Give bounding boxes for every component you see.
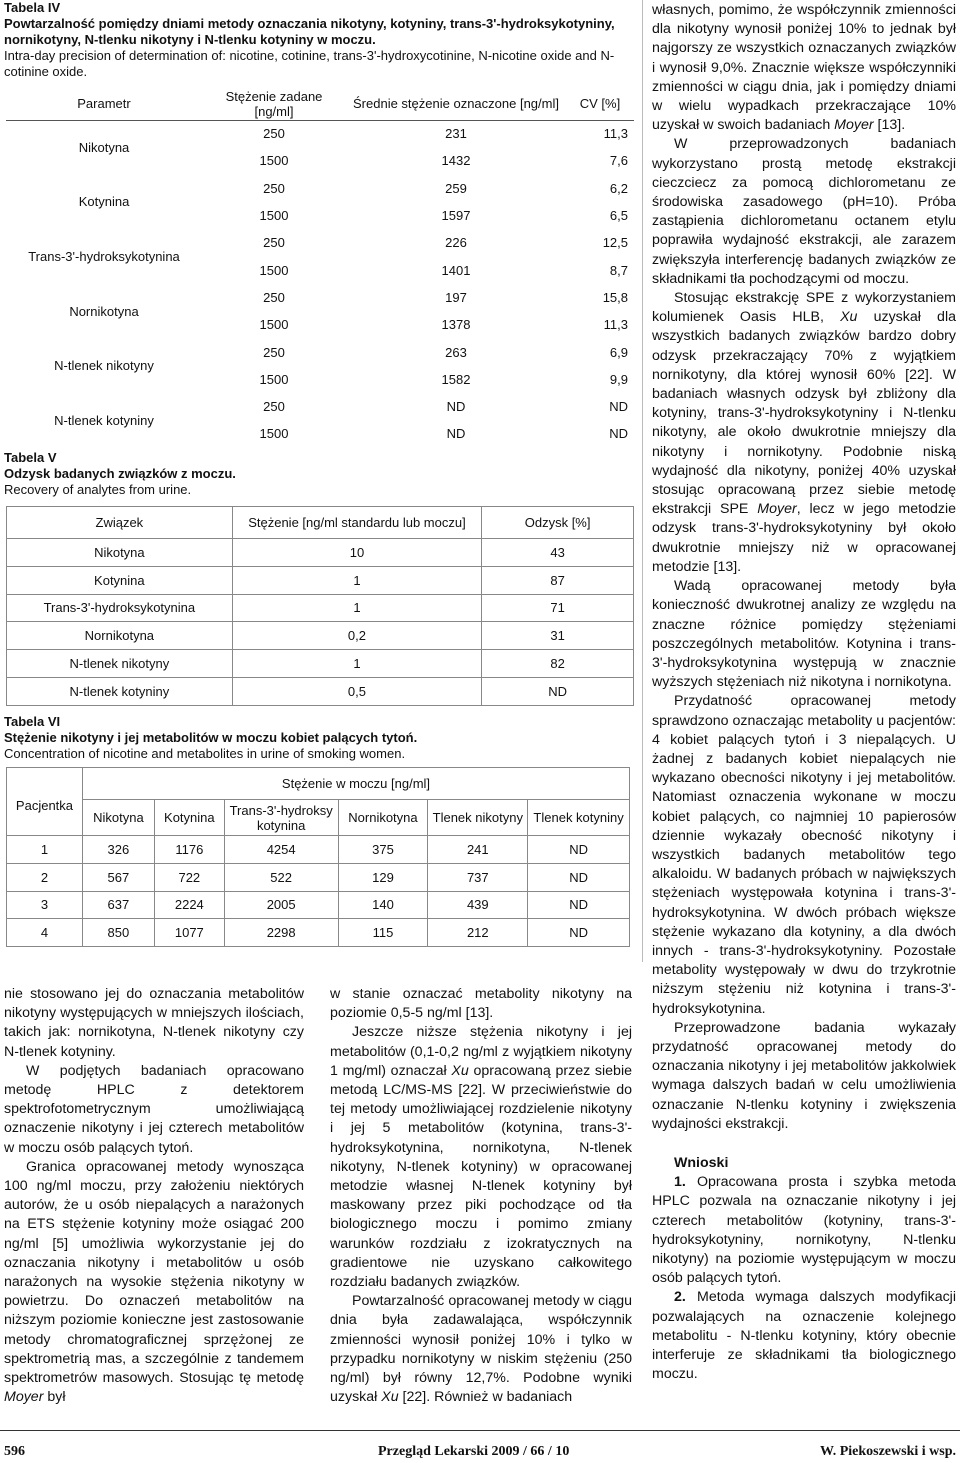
left-paragraph-1: nie stosowano jej do oznaczania metabolitów nikotyny występujących w mniejszych ilościach, takich jak: nornikotyna, N-tlenek nikotyny czy N-tlenek kotyniny. (4, 986, 304, 1060)
table5-cell: Nornikotyna (7, 622, 233, 650)
conclusion-1: 1. Opracowana prosta i szybka metoda HPLC pozwala na oznaczanie nikotyny i jej czterech metabolitów (kotyniny, trans-3'-hydroksykotyniny, nornikotyny, N-tlenku nikotyny) na poziomie występującym w moczu osób palących tytoń. (652, 1174, 956, 1287)
table4-param-name: N-tlenek nikotyny (54, 358, 154, 374)
table4-cell: 1500 (259, 371, 289, 387)
table4-cell: 6,9 (609, 344, 628, 360)
journal-name: Przegląd Lekarski 2009 / 66 / 10 (378, 1444, 570, 1459)
table6-cell: 4254 (224, 836, 338, 864)
table6-title: Tabela VI (4, 714, 61, 729)
conclusions-heading: Wnioski (674, 1154, 729, 1171)
table6-title-en: Concentration of nicotine and metabolites in urine of smoking women. (4, 746, 406, 761)
text-column-right (652, 1, 956, 1384)
right-paragraph-5: Przydatność opracowanej metody sprawdzono oznaczając metabolity u pacjentów: 4 kobiet palących tytoń i 3 niepalących. U żadnej z badanych kobiet niepalących nie wykazano obecności nikotyny i jej metabolitów. Natomiast oznaczenia wykonane w moczu kobiet palących, co najmniej 10 papierosów dziennie wykazały obecność nikotyny i wszystkich badanych metabolitów tego alkaloidu. W badanych próbach w największych stężeniach występowała kotynina i trans-3'-hydroksykotynina. W dwóch próbach większe stężenie wykazano dla kotyniny, a dla dwóch innych - trans-3'-hydroksykotyniny. Pozostałe metabolity występowały w dwu do trzykrotnie niższym stężeniu niż kotynina i trans-3'-hydroksykotynina. (652, 693, 956, 1017)
table5-row (7, 539, 634, 567)
table6-cell: 375 (338, 836, 428, 864)
table4-cell: 250 (263, 180, 285, 196)
conclusion-2: 2. Metoda wymaga dalszych modyfikacji pozwalających na oznaczenie kolejnego metabolitu - N-tlenku kotyniny, który obecnie interferuje ze składnikami tła biologicznego moczu. (652, 1289, 956, 1383)
table5-cell: N-tlenek nikotyny (7, 650, 233, 678)
table4-cell: 259 (445, 180, 467, 196)
table5-cell: 31 (482, 622, 634, 650)
right-paragraph-3: Stosując ekstrakcję SPE z wykorzystaniem kolumienek Oasis HLB, Xu uzyskał dla wszystkich badanych związków bardzo dobry odzysk przekraczający 70% z wyjątkiem nornikotyny, dla której wynosił 60% [22]. W badaniach własnych odzysk był zbliżony dla kotyniny, trans-3'-hydroksykotyniny i N-tlenku nikotyny, ale około dwukrotnie mniejszy dla nikotyny i nornikotyny. Podobnie niską wydajność dla nikotyny, poniżej 40% uzyskał stosując opracowaną przez siebie metodę ekstrakcji SPE Moyer, lecz w jego metodzie odzysk trans-3'-hydroksykotyniny był około dwukrotnie mniejszy niż w opracowanej metodzie [13]. (652, 290, 956, 575)
table6-cell: 129 (338, 863, 428, 891)
table4-title-pl: Powtarzalność pomiędzy dniami metody oznaczania nikotyny, kotyniny, trans-3'-hydroksykotyniny, nornikotyny, N-tlenku nikotyny i N-tlenku kotyniny w moczu. (4, 16, 615, 47)
table6-cell: 4 (7, 919, 83, 947)
table5-header-recovery: Odzysk [%] (482, 507, 634, 539)
table6 (6, 767, 630, 947)
table5-row (7, 622, 634, 650)
table5-cell: ND (482, 677, 634, 705)
table6-header-nornicotine: Nornikotyna (338, 800, 428, 836)
table6-cell: ND (528, 863, 630, 891)
table5-title: Tabela V (4, 450, 57, 465)
table4-cell: 1582 (441, 371, 471, 387)
table6-cell: 3 (7, 891, 83, 919)
table4-cell: 8,7 (609, 262, 628, 278)
table4-row (6, 338, 634, 365)
table5-cell: 43 (482, 539, 634, 567)
table4-cell: 231 (445, 126, 467, 142)
table5-cell: 87 (482, 566, 634, 594)
table4-cell: 11,3 (603, 317, 628, 333)
middle-paragraph-2: Jeszcze niższe stężenia nikotyny i jej metabolitów (0,1-0,2 ng/ml z wyjątkiem nikotyny 1 mg/ml) oznaczał Xu opracowaną przez siebie metodą LC/MS-MS [22]. W przeciwieństwie do tej metody umożliwiającej rozdzielenie nikotyny i jej 5 metabolitów (kotynina, trans-3'-hydroksykotynina, nornikotyna, N-tlenek nikotyny, N-tlenek kotyniny) w opracowanej metodzie własnej N-tlenek kotyniny był maskowany przez piki pochodzące od tła biologicznego moczu i pomimo zmiany warunków rozdziału z izokratycznych na gradientowe nie uzyskano całkowitego rozdziału badanych związków. (330, 1024, 632, 1291)
left-paragraph-2: W podjętych badaniach opracowano metodę HPLC z detektorem spektrofotometrycznym umożliwiającą oznaczenie nikotyny i jej czterech metabolitów w moczu osób palących tytoń. (4, 1062, 304, 1156)
table4-cell: 1401 (441, 262, 471, 278)
table4-cell: 226 (445, 235, 467, 251)
table4-cell: 250 (263, 344, 285, 360)
column-divider (642, 0, 643, 962)
table6-cell: ND (528, 891, 630, 919)
table4-header-mean: Średnie stężenie oznaczone [ng/ml] (346, 88, 566, 120)
table4-row (6, 393, 634, 420)
table5-title-pl: Odzysk badanych związków z moczu. (4, 466, 236, 481)
table4-param-name: Trans-3'-hydroksykotynina (28, 248, 180, 264)
table5-cell: N-tlenek kotyniny (7, 677, 233, 705)
footer-authors: W. Piekoszewski i wsp. (819, 1444, 956, 1459)
table5 (6, 506, 634, 706)
table6-header-group: Stężenie w moczu [ng/ml] (82, 768, 629, 800)
table4-row (6, 175, 634, 202)
page-number: 596 (4, 1444, 25, 1459)
right-paragraph-1: własnych, pomimo, że współczynnik zmienności dla nikotyny wynosił poniżej 10% to jednak był najgorszy ze wszystkich oznaczanych związków i wynosił 9,0%. Znacznie większe współczynniki zmienności w ciągu dnia, jak i pomiędzy dniami w wielu wypadkach przekraczające 10% uzyskał w swoich badaniach Moyer [13]. (652, 2, 956, 134)
table6-header-nicotine-oxide: Tlenek nikotyny (428, 800, 528, 836)
table4-cell: 250 (263, 126, 285, 142)
table6-cell: 737 (428, 863, 528, 891)
right-paragraph-2: W przeprowadzonych badaniach wykorzystano prostą metodę ekstrakcji cieczciecz za pomocą dichlorometanu ze środowiska zasadowego (pH=10). Próba zastąpienia dichlorometanu octanem etylu poprawiła wydajność ekstrakcji, ale zarazem zwiększyła interferencję badanych związków ze składnikami tła pochodzącymi od moczu. (652, 136, 956, 287)
table6-row (7, 863, 630, 891)
table6-title-pl: Stężenie nikotyny i jej metabolitów w moczu kobiet palących tytoń. (4, 730, 418, 745)
table6-header-trans: Trans-3'-hydroksy kotynina (224, 800, 338, 836)
table6-cell: 115 (338, 919, 428, 947)
table6-row (7, 836, 630, 864)
table6-cell: 850 (82, 919, 154, 947)
table6-row (7, 919, 630, 947)
table4-param-name: Nikotyna (78, 139, 130, 155)
table4-header-given: Stężenie zadane [ng/ml] (202, 88, 346, 120)
table6-cell: 1077 (154, 919, 224, 947)
table4-param-name: Nornikotyna (69, 303, 139, 319)
table6-cell: 212 (428, 919, 528, 947)
table6-cell: 241 (428, 836, 528, 864)
table5-cell: 1 (232, 566, 482, 594)
table6-caption (4, 714, 624, 762)
table4-header-cv: CV [%] (566, 88, 634, 120)
table6-cell: 1 (7, 836, 83, 864)
table5-cell: 0,2 (232, 622, 482, 650)
table5-cell: 1 (232, 594, 482, 622)
table6-cell: 567 (82, 863, 154, 891)
table6-header-nicotine: Nikotyna (82, 800, 154, 836)
footer-rule (0, 1430, 960, 1431)
table4-row (6, 120, 634, 147)
right-paragraph-6: Przeprowadzone badania wykazały przydatność opracowanej metody do oznaczania nikotyny i jej metabolitów jakkolwiek wymaga dalszych badań w celu umożliwienia oznaczanie N-tlenku kotyniny i zwiększenia wydajności ekstrakcji. (652, 1019, 956, 1132)
table6-header-patient: Pacjentka (7, 768, 83, 836)
table6-cell: 1176 (154, 836, 224, 864)
table4-cell: 1500 (259, 208, 289, 224)
table4-cell: 1500 (259, 153, 289, 169)
table6-cell: 140 (338, 891, 428, 919)
table4-cell: ND (609, 399, 628, 415)
table4-header-param: Parametr (6, 88, 202, 120)
table5-header-conc: Stężenie [ng/ml standardu lub moczu] (232, 507, 482, 539)
table4-title-en: Intra-day precision of determination of: nicotine, cotinine, trans-3'-hydroxycotinine, N-nicotine oxide and N-cotinine oxide. (4, 48, 615, 79)
table6-header-cotinine: Kotynina (154, 800, 224, 836)
table4-cell: 15,8 (602, 289, 628, 305)
table4-cell: 1432 (441, 153, 471, 169)
table4-row (6, 229, 634, 256)
table4-title: Tabela IV (4, 0, 61, 15)
table5-row (7, 594, 634, 622)
table4-cell: 197 (445, 289, 467, 305)
table4-cell: 11,3 (603, 126, 628, 142)
table5-row (7, 650, 634, 678)
table4-param-name: Kotynina (78, 194, 130, 210)
table6-cell: ND (528, 919, 630, 947)
table4-cell: 1500 (259, 426, 289, 442)
table6-cell: 722 (154, 863, 224, 891)
table6-cell: 522 (224, 863, 338, 891)
text-column-middle (330, 985, 632, 1407)
table6-cell: 2224 (154, 891, 224, 919)
table4-cell: ND (609, 426, 628, 442)
table4-caption (4, 0, 646, 80)
table4-cell: ND (446, 399, 466, 415)
table5-row (7, 677, 634, 705)
table4 (6, 88, 634, 121)
table4-cell: 9,9 (609, 371, 628, 387)
table5-cell: 0,5 (232, 677, 482, 705)
table6-cell: 439 (428, 891, 528, 919)
table6-header-cotinine-oxide: Tlenek kotyniny (528, 800, 630, 836)
table4-cell: 7,6 (609, 153, 628, 169)
table5-cell: 10 (232, 539, 482, 567)
table4-cell: 1500 (259, 317, 289, 333)
table5-cell: Kotynina (7, 566, 233, 594)
left-paragraph-3: Granica opracowanej metody wynosząca 100 ng/ml moczu, przy założeniu niektórych autorów, że u osób niepalących a narażonych na ETS stężenie kotyniny może osiągać 200 ng/ml [5] umożliwia wykorzystanie jej do oznaczania nikotyny i metabolitów u osób narażonych na wysokie stężenia nikotyny w powietrzu. Do oznaczeń metabolitów na niższym poziomie konieczne jest zastosowanie metody chromatograficznej sprzężonej ze spektrometrią mas, a szczególnie z tandemem spektrometrów masowych. Stosując tę metodę Moyer był (4, 1158, 304, 1406)
table5-header-compound: Związek (7, 507, 233, 539)
table4-cell: 263 (445, 344, 467, 360)
table4-cell: 250 (263, 289, 285, 305)
table4-cell: 1378 (441, 317, 471, 333)
table4-cell: 250 (263, 235, 285, 251)
table5-cell: Trans-3'-hydroksykotynina (7, 594, 233, 622)
table4-cell: 6,2 (609, 180, 628, 196)
table4-cell: 250 (263, 399, 285, 415)
table6-cell: 2298 (224, 919, 338, 947)
table4-cell: ND (446, 426, 466, 442)
table6-cell: 326 (82, 836, 154, 864)
table5-cell: 1 (232, 650, 482, 678)
table4-cell: 1500 (259, 262, 289, 278)
table4-row (6, 284, 634, 311)
table5-cell: 71 (482, 594, 634, 622)
text-column-left (4, 985, 304, 1407)
table6-cell: ND (528, 836, 630, 864)
table5-row (7, 566, 634, 594)
table5-caption (4, 450, 304, 498)
table5-title-en: Recovery of analytes from urine. (4, 482, 192, 497)
table5-cell: Nikotyna (7, 539, 233, 567)
middle-paragraph-3: Powtarzalność opracowanej metody w ciągu dnia była zadawalająca, współczynnik zmienności wynosił poniżej 10% i tylko w przypadku nornikotyny w niskim stężeniu (250 ng/ml) był równy 12,7%. Podobne wyniki uzyskał Xu [22]. Również w badaniach (330, 1293, 632, 1406)
table6-row (7, 891, 630, 919)
table4-param-name: N-tlenek kotyniny (54, 412, 154, 428)
table4-data (6, 120, 634, 448)
table4-cell: 1597 (441, 208, 471, 224)
table4-cell: 6,5 (609, 208, 628, 224)
table6-cell: 637 (82, 891, 154, 919)
table6-cell: 2 (7, 863, 83, 891)
table4-cell: 12,5 (602, 235, 628, 251)
right-paragraph-4: Wadą opracowanej metody była konieczność dwukrotnej analizy ze względu na znaczne różnice pomiędzy stężeniami poszczególnych metabolitów. Kotynina i trans-3'-hydroksykotynina występują w znacznie wyższych stężeniach niż nikotyna i nornikotyna. (652, 578, 956, 691)
table5-cell: 82 (482, 650, 634, 678)
middle-paragraph-1: w stanie oznaczać metabolity nikotyny na poziomie 0,5-5 ng/ml [13]. (330, 986, 632, 1022)
table6-cell: 2005 (224, 891, 338, 919)
